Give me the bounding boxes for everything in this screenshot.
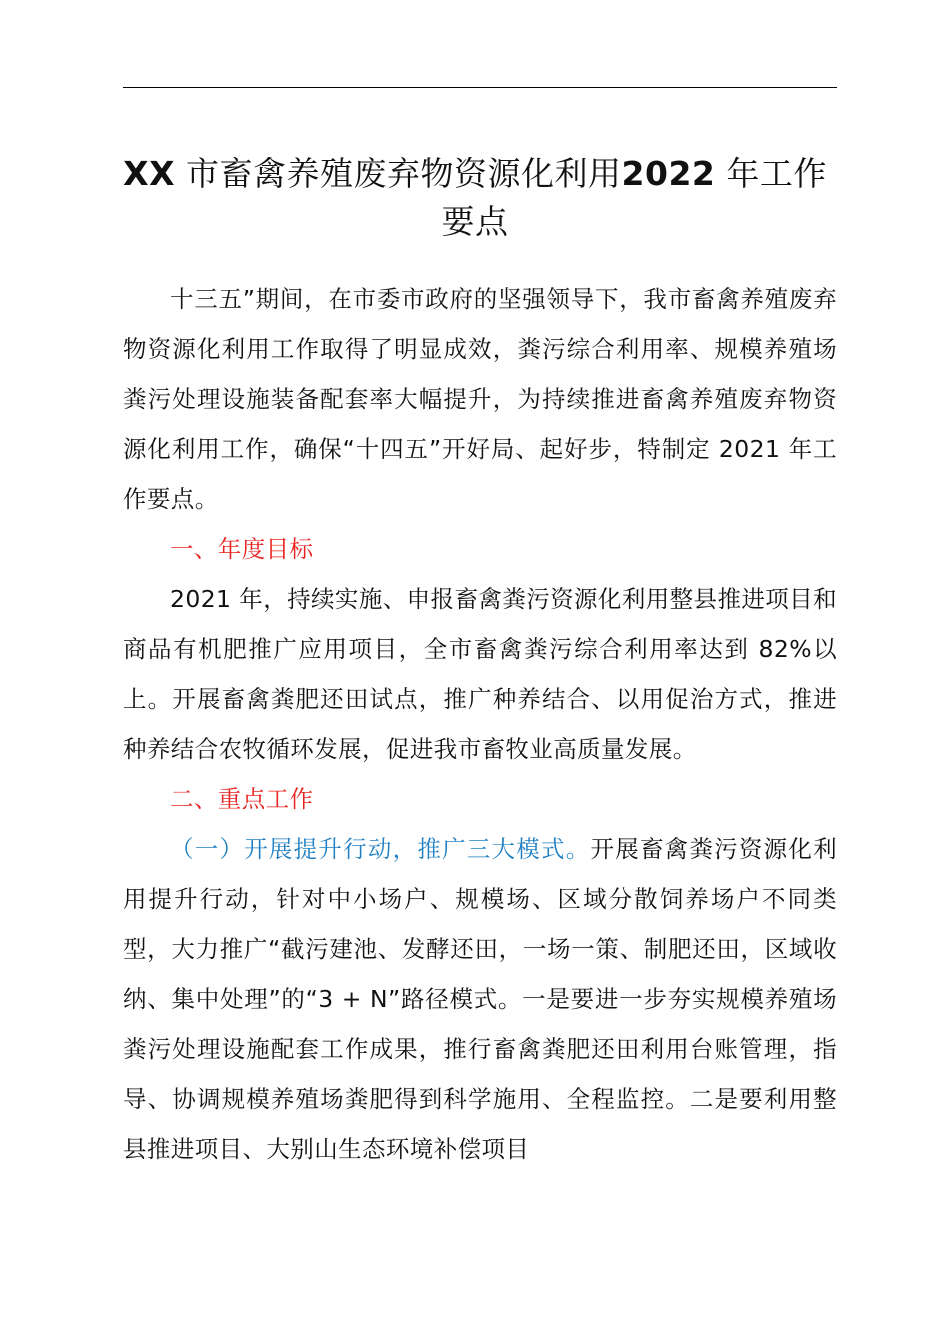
title-prefix: XX (123, 154, 176, 193)
key-work-item-1 (123, 824, 837, 1174)
document-title (110, 150, 840, 246)
section-heading-annual-goals: 一、年度目标 (170, 535, 314, 563)
header-rule (123, 87, 837, 88)
key-work-item-1-lead: （一）开展提升行动，推广三大模式。 (170, 835, 591, 863)
key-work-item-1-body: 开展畜禽粪污资源化利用提升行动，针对中小场户、规模场、区域分散饲养场户不同类型，大力推广“截污建池、发酵还田，一场一策、制肥还田，区域收纳、集中处理”的“3 + N”路径模式。一是要进一步夯实规模养殖场粪污处理设施配套工作成果，推行畜禽粪肥还田利用台账管理，指导、协调规模养殖场粪肥得到科学施用、全程监控。二是要利用整县推进项目、大别山生态环境补偿项目 (123, 835, 837, 1163)
title-part1: 市畜禽养殖废弃物资源化利用 (186, 154, 622, 193)
intro-paragraph: 十三五”期间，在市委市政府的坚强领导下，我市畜禽养殖废弃物资源化利用工作取得了明显成效，粪污综合利用率、规模养殖场粪污处理设施装备配套率大幅提升，为持续推进畜禽养殖废弃物资源化利用工作，确保“十四五”开好局、起好步，特制定 2021 年工作要点。 (123, 285, 837, 513)
section-heading-key-work: 二、重点工作 (170, 785, 314, 813)
annual-goals-paragraph: 2021 年，持续实施、申报畜禽粪污资源化利用整县推进项目和商品有机肥推广应用项目，全市畜禽粪污综合利用率达到 82%以上。开展畜禽粪肥还田试点，推广种养结合、以用促治方式，推进种养结合农牧循环发展，促进我市畜牧业高质量发展。 (123, 585, 837, 763)
title-year: 2022 (621, 154, 716, 193)
document-body (123, 274, 837, 1174)
title-part2: 年工作要点 (441, 154, 827, 241)
